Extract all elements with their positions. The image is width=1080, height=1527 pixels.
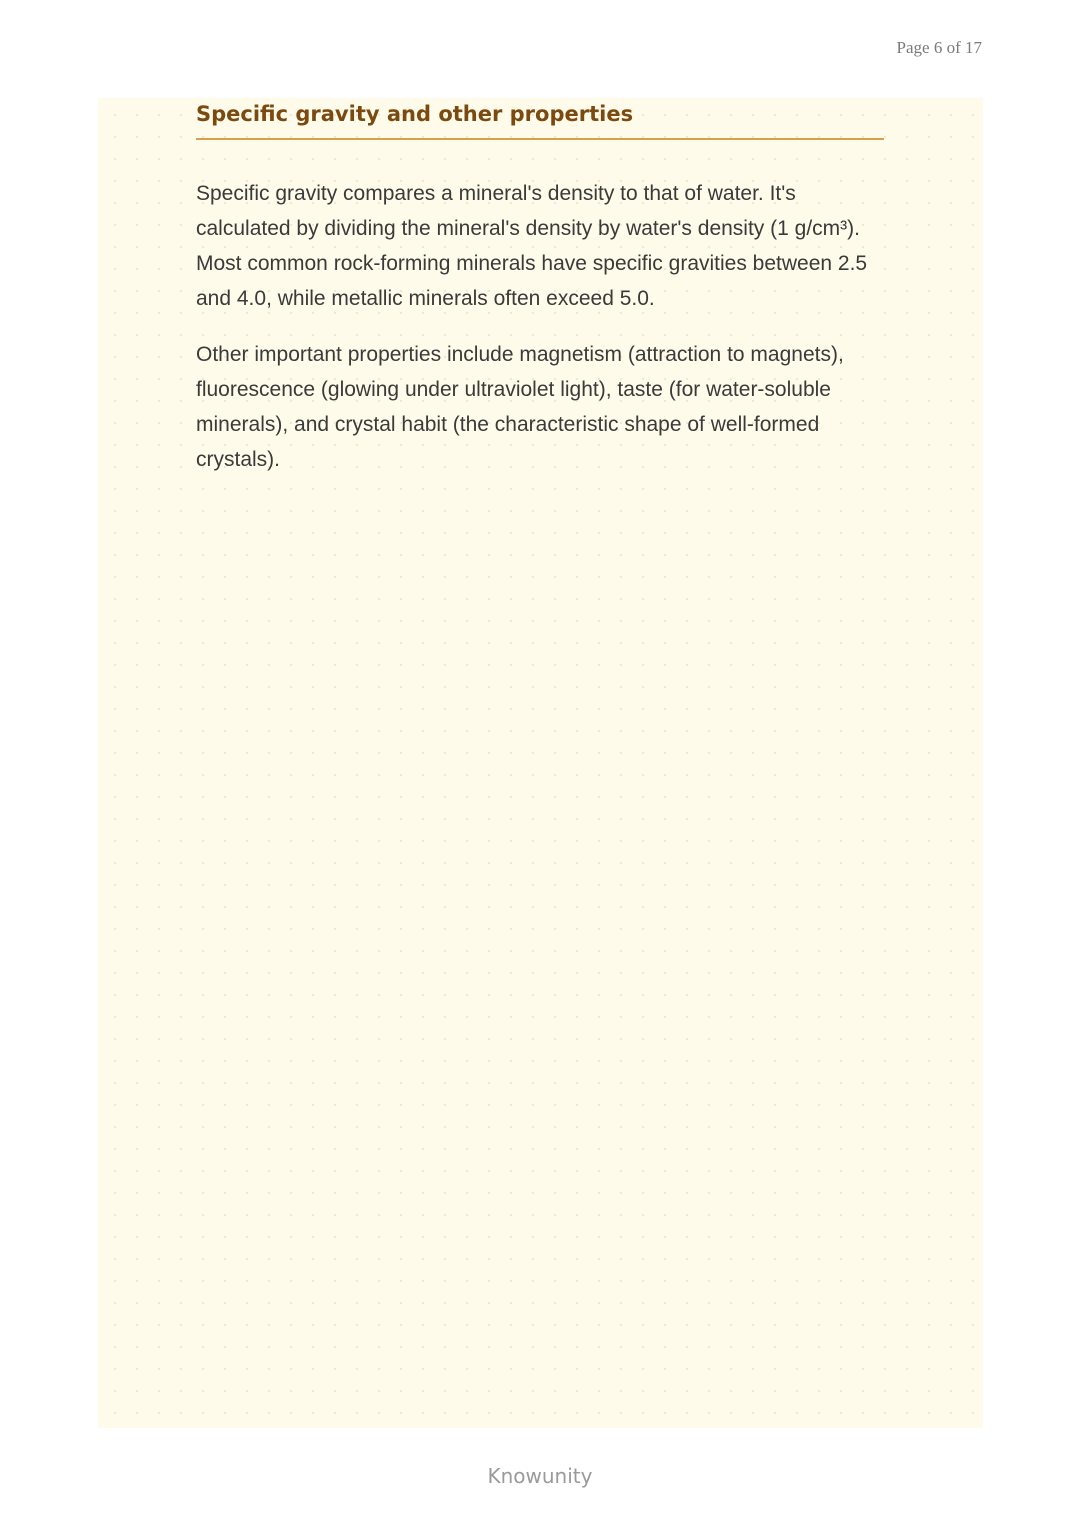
page-number: Page 6 of 17 [896, 38, 982, 57]
paragraph-other-properties: Other important properties include magnetism (attraction to magnets), fluorescence (glowing under ultraviolet light), taste (for water-soluble minerals), and crystal habit (the characteristic shape of well-formed crystals). [196, 343, 844, 471]
section-title: Specific gravity and other properties [196, 102, 634, 126]
note-page [98, 98, 983, 1428]
paragraph-specific-gravity: Specific gravity compares a mineral's density to that of water. It's calculated by dividing the mineral's density by water's density (1 g/cm³). Most common rock-forming minerals have specific gravities between 2.5 and 4.0, while metallic minerals often exceed 5.0. [196, 182, 868, 310]
title-underline [196, 138, 884, 140]
brand-watermark: Knowunity [487, 1464, 593, 1488]
note-content [196, 98, 884, 477]
